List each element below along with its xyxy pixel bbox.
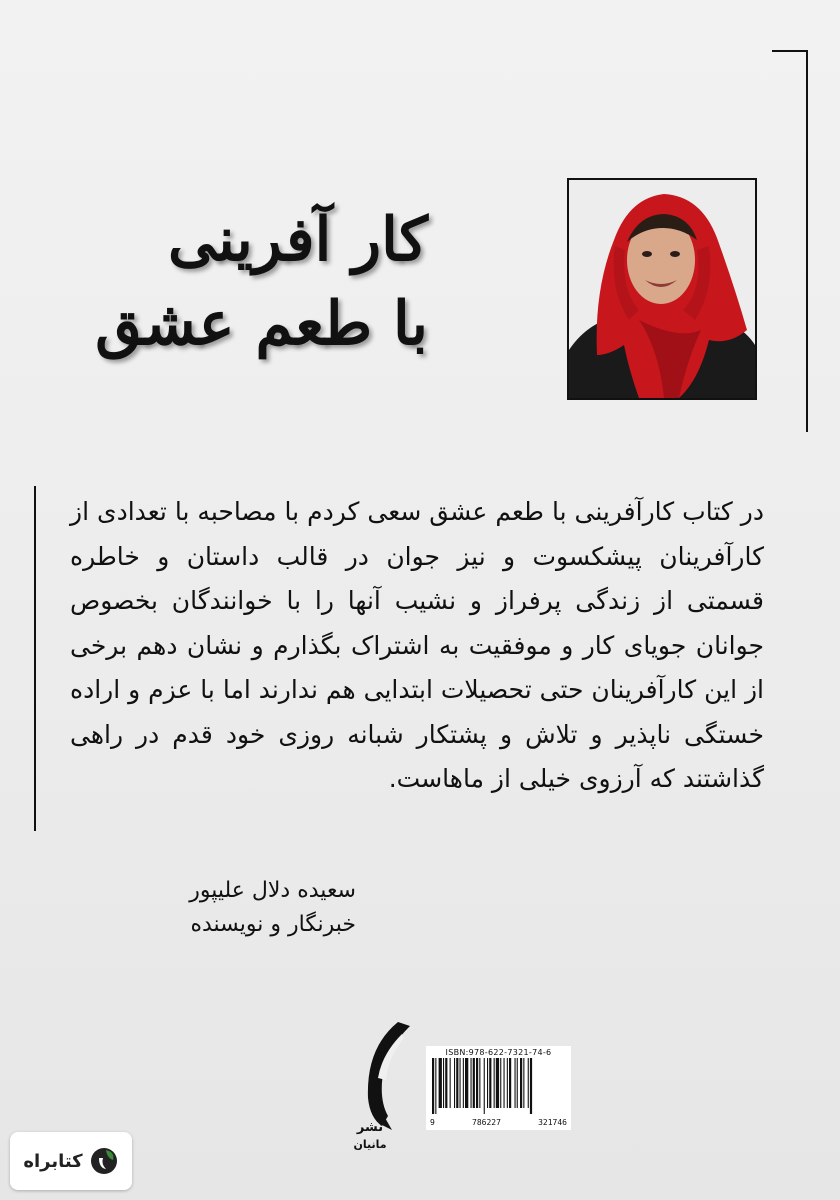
author-role: خبرنگار و نویسنده bbox=[190, 912, 356, 937]
barcode-bar bbox=[435, 1058, 436, 1114]
watermark-brand: کتابراه bbox=[23, 1150, 83, 1172]
barcode-bar bbox=[528, 1058, 529, 1108]
barcode-bar bbox=[479, 1058, 480, 1108]
decorative-line-top bbox=[772, 50, 808, 52]
barcode-bar bbox=[520, 1058, 522, 1108]
barcode-bar bbox=[471, 1058, 472, 1108]
decorative-line-left bbox=[34, 486, 36, 831]
barcode-bar bbox=[504, 1058, 505, 1108]
barcode-bar bbox=[465, 1058, 468, 1108]
barcode-bar bbox=[507, 1058, 508, 1108]
isbn-barcode bbox=[426, 1046, 571, 1130]
barcode-bar bbox=[489, 1058, 491, 1108]
barcode-bar bbox=[443, 1058, 444, 1108]
barcode-bar bbox=[454, 1058, 455, 1108]
ketabrah-watermark bbox=[10, 1132, 132, 1190]
author-name: سعیده دلال علیپور bbox=[189, 878, 356, 903]
barcode-bar bbox=[517, 1058, 518, 1108]
barcode-bar bbox=[460, 1058, 461, 1108]
author-portrait-illustration bbox=[569, 180, 755, 398]
barcode-digit-first: 9 bbox=[430, 1118, 435, 1127]
ketabrah-logo-icon bbox=[89, 1146, 119, 1176]
barcode-bar bbox=[456, 1058, 458, 1108]
book-title-line-1: کار آفرینی bbox=[168, 205, 428, 275]
publisher-name-line-2: مانیان bbox=[353, 1138, 387, 1151]
barcode-digits-right-group: 321746 bbox=[538, 1118, 567, 1127]
author-photo bbox=[567, 178, 757, 400]
barcode-bar bbox=[432, 1058, 434, 1114]
barcode-digits-left-group: 786227 bbox=[472, 1118, 501, 1127]
book-description: در کتاب کارآفرینی با طعم عشق سعی کردم با مصاحبه با تعدادی از کارآفرینان پیشکسوت و نیز جوان در قالب داستان و خاطره قسمتی از زندگی پرفراز و نشیب آنها را با خوانندگان بخصوص جوانان جویای کار و موفقیت به اشتراک بگذارم و نشان دهم برخی از این کارآفرینان حتی تحصیلات ابتدایی هم ندارند اما با عزم و اراده خستگی ناپذیر و تلاش و پشتکار شبانه روزی خود قدم در راهی گذاشتند که آرزوی خیلی از ماهاست. bbox=[70, 497, 764, 793]
barcode-bars-icon bbox=[430, 1058, 567, 1114]
barcode-bar bbox=[476, 1058, 478, 1108]
barcode-bar bbox=[487, 1058, 488, 1108]
barcode-bar bbox=[439, 1058, 442, 1108]
author-signature bbox=[189, 874, 356, 942]
decorative-line-right bbox=[806, 50, 808, 432]
publisher-name-line-1: نشر bbox=[356, 1120, 384, 1135]
barcode-bar bbox=[496, 1058, 499, 1108]
barcode-bar bbox=[494, 1058, 495, 1108]
barcode-digits bbox=[430, 1118, 567, 1128]
barcode-bar bbox=[473, 1058, 475, 1108]
barcode-bar bbox=[463, 1058, 464, 1108]
book-title-line-2: با طعم عشق bbox=[95, 289, 428, 359]
barcode-bar bbox=[450, 1058, 451, 1108]
barcode-bar bbox=[484, 1058, 485, 1114]
barcode-bar bbox=[523, 1058, 524, 1108]
barcode-bar bbox=[509, 1058, 511, 1108]
barcode-bar bbox=[500, 1058, 501, 1108]
barcode-bar bbox=[445, 1058, 447, 1108]
barcode-bar bbox=[515, 1058, 516, 1108]
isbn-number: ISBN:978-622-7321-74-6 bbox=[445, 1048, 552, 1057]
barcode-bar bbox=[530, 1058, 532, 1114]
